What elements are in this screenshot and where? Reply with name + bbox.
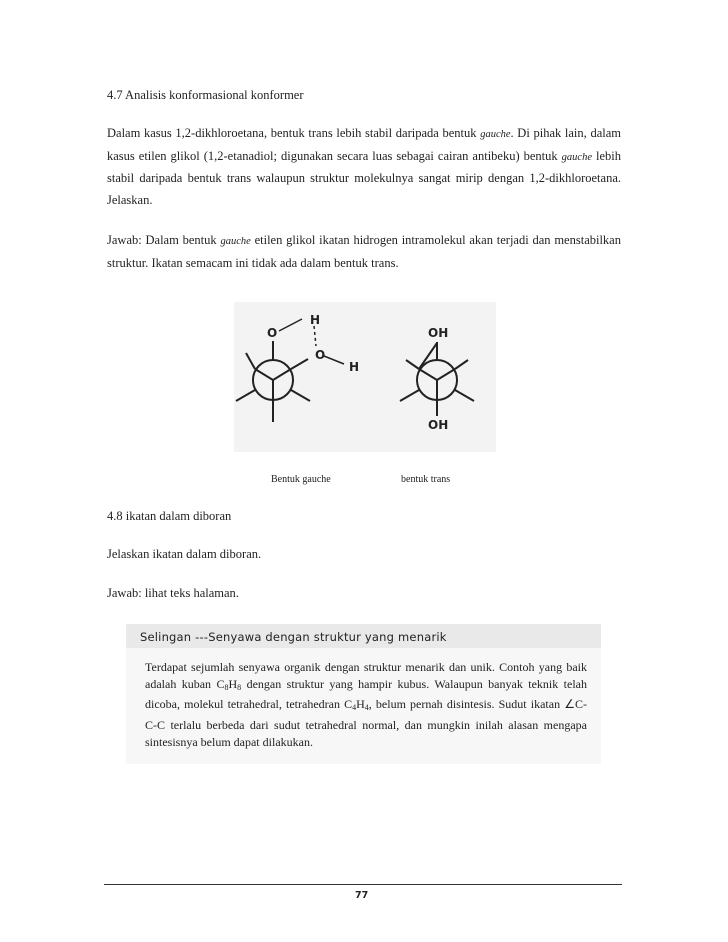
footer-rule — [104, 884, 622, 885]
sidebar-text-3: , belum pernah disintesis. Sudut ikatan — [368, 697, 565, 712]
page-number: 77 — [355, 890, 369, 901]
subscript: 8 — [237, 683, 242, 693]
sidebar-title: Selingan ---Senyawa dengan struktur yang menarik — [140, 630, 447, 644]
subscript: 8 — [224, 683, 229, 693]
formula-h: H — [356, 697, 365, 712]
gauche-newman-projection — [236, 341, 310, 422]
sidebar-text — [145, 659, 587, 751]
formula-h: H — [228, 677, 238, 692]
trans-newman-projection — [400, 342, 474, 416]
caption-gauche: Bentuk gauche — [271, 474, 331, 485]
trans-oh-top-label: OH — [428, 326, 449, 340]
sidebar-text-4: C-C-C terlalu berbeda dari sudut tetrahedral normal, dan mungkin inilah alasan mengapa sintesisnya belum dapat dilakukan. — [145, 697, 587, 749]
question-4-7-paragraph — [107, 123, 621, 211]
question-4-8: Jelaskan ikatan dalam diboran. — [107, 547, 262, 561]
sidebar-title-bar — [126, 624, 601, 648]
gauche-h-label: H — [310, 313, 321, 327]
question-text-1: Dalam kasus 1,2-dikhloroetana, bentuk trans lebih stabil daripada bentuk — [107, 126, 481, 140]
gauche-term: gauche — [480, 129, 511, 140]
question-text-3: lebih stabil daripada bentuk trans walaupun struktur molekulnya sangat mirip dengan 1,2-dikhloroetana. Jelaskan. — [107, 148, 621, 207]
subscript: 4 — [352, 703, 357, 713]
answer-text-2: etilen glikol ikatan hidrogen intramolekul akan terjadi dan menstabilkan struktur. Ikatan semacam ini tidak ada dalam bentuk trans. — [107, 233, 621, 270]
gauche-term: gauche — [220, 236, 251, 247]
section-4-7-heading: 4.7 Analisis konformasional konformer — [107, 88, 304, 102]
answer-4-8: Jawab: lihat teks halaman. — [107, 586, 239, 600]
gauche-o2-label: O — [315, 348, 326, 362]
answer-text-1: Jawab: Dalam bentuk — [107, 233, 221, 247]
trans-oh-bottom-label: OH — [428, 418, 449, 432]
subscript: 4 — [364, 703, 369, 713]
newman-projections-figure — [234, 302, 496, 452]
answer-4-7-paragraph — [107, 230, 621, 274]
gauche-term: gauche — [561, 151, 592, 163]
angle-symbol: ∠ — [564, 697, 575, 712]
gauche-o1-label: O — [267, 326, 278, 340]
caption-trans: bentuk trans — [401, 474, 451, 485]
gauche-h2-label: H — [349, 360, 360, 374]
section-4-8-heading: 4.8 ikatan dalam diboran — [107, 509, 232, 523]
sidebar-text-1: Terdapat sejumlah senyawa organik dengan struktur menarik dan unik. Contoh yang baik adalah kuban C — [145, 660, 587, 692]
sidebar-text-2: dengan struktur yang hampir kubus. Walaupun banyak teknik telah dicoba, molekul tetrahedral, tetrahedran C — [145, 677, 587, 712]
question-text-2: . Di pihak lain, dalam kasus etilen glikol (1,2-etanadiol; digunakan secara luas sebagai cairan antibeku) bentuk — [107, 126, 621, 163]
